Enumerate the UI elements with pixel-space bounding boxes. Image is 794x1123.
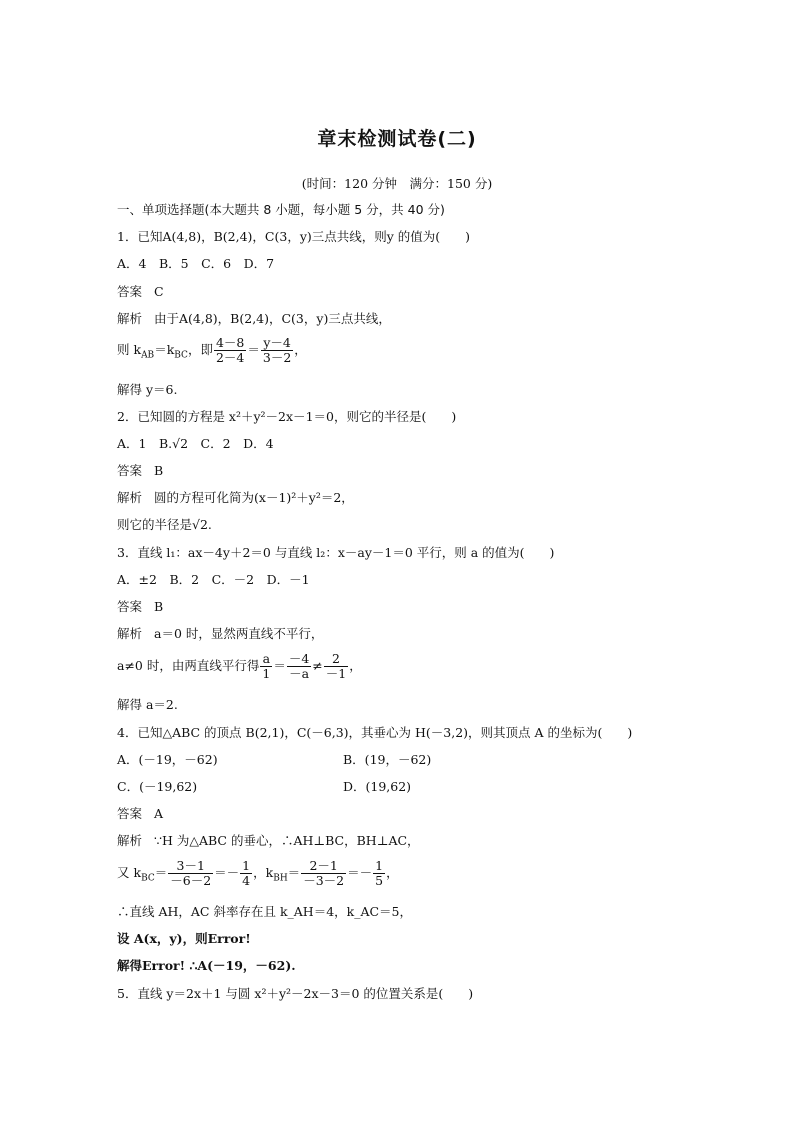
question-2-stem: 2．已知圆的方程是 x²＋y²－2x－1＝0，则它的半径是( ) xyxy=(117,409,457,424)
fraction: $\frac{4-8}{2-4}$ xyxy=(215,335,245,365)
fraction: $\frac{2-1}{-3-2}$ xyxy=(303,858,345,888)
question-1-answer: 答案 C xyxy=(117,284,164,299)
question-3-analysis-1: 解析 a＝0 时，显然两直线不平行， xyxy=(117,626,324,641)
question-4-stem: 4．已知△ABC 的顶点 B(2,1)，C(－6,3)，其垂心为 H(－3,2)，则其顶点 A 的坐标为( ) xyxy=(117,725,633,740)
question-2-analysis-1: 解析 圆的方程可化简为(x－1)²＋y²＝2， xyxy=(117,490,354,505)
question-1-analysis-2: 则 $k_{AB}=k_{BC}$，即 $\frac{4-8}{2-4}$ ＝ $\frac{y-4}{3-2}$ ， xyxy=(117,335,307,365)
question-4-option-c: C．(－19,62) xyxy=(117,779,198,794)
fraction: $\frac{-4}{-a}$ xyxy=(288,651,310,681)
question-5-stem: 5．直线 y＝2x＋1 与圆 x²＋y²－2x－3＝0 的位置关系是( ) xyxy=(117,986,474,1001)
page-title: 章末检测试卷(二) xyxy=(317,128,477,150)
fraction: $\frac{1}{5}$ xyxy=(375,858,384,888)
fraction: $\frac{a}{1}$ xyxy=(262,651,271,681)
question-1-analysis-3: 解得 y＝6. xyxy=(117,382,178,397)
question-2-analysis-2: 则它的半径是√2. xyxy=(117,517,212,532)
section-heading: 一、单项选择题(本大题共 8 小题，每小题 5 分，共 40 分) xyxy=(117,202,445,217)
fraction: $\frac{2}{-1}$ xyxy=(325,651,347,681)
fraction: $\frac{1}{4}$ xyxy=(242,858,251,888)
fraction: $\frac{y-4}{3-2}$ xyxy=(262,335,292,365)
question-4-answer: 答案 A xyxy=(117,806,164,821)
question-2-answer: 答案 B xyxy=(117,463,164,478)
question-4-analysis-2: 又 $k_{BC}=$ $\frac{3-1}{-6-2}$ ＝－ $\frac{1}{4}$ ，$k_{BH}=$ $\frac{2-1}{-3-2}$ ＝－ $\frac{1}{5}$ ， xyxy=(117,858,399,888)
question-3-stem: 3．直线 l₁：ax－4y＋2＝0 与直线 l₂：x－ay－1＝0 平行，则 a 的值为( ) xyxy=(117,545,555,560)
question-4-option-a: A．(－19，－62) xyxy=(117,752,218,767)
exam-info: (时间：120 分钟 满分：150 分) xyxy=(301,176,493,191)
question-3-analysis-3: 解得 a＝2. xyxy=(117,697,178,712)
question-4-analysis-3: ∴直线 AH，AC 斜率存在且 k_AH＝4，k_AC＝5， xyxy=(117,904,413,919)
question-2-options: A．1 B.√2 C．2 D．4 xyxy=(117,436,274,451)
question-3-options: A．±2 B．2 C．－2 D．－1 xyxy=(117,572,310,587)
question-1-analysis-1: 解析 由于A(4,8)，B(2,4)，C(3，y)三点共线， xyxy=(117,311,391,326)
question-4-option-d: D．(19,62) xyxy=(343,779,412,794)
question-1-stem: 1．已知A(4,8)，B(2,4)，C(3，y)三点共线，则y 的值为( ) xyxy=(117,229,471,244)
question-4-analysis-5: 解得Error! ∴A(－19，－62). xyxy=(117,958,296,973)
question-1-options: A．4 B．5 C．6 D．7 xyxy=(117,256,275,271)
fraction: $\frac{3-1}{-6-2}$ xyxy=(170,858,212,888)
question-4-analysis-1: 解析 ∵H 为△ABC 的垂心，∴AH⊥BC，BH⊥AC， xyxy=(117,833,420,848)
question-4-analysis-4: 设 A(x，y)，则Error! xyxy=(117,931,251,946)
question-3-analysis-2: a≠0 时，由两直线平行得 $\frac{a}{1}$ ＝ $\frac{-4}{-a}$ ≠ $\frac{2}{-1}$ ， xyxy=(117,651,362,681)
question-4-option-b: B．(19，－62) xyxy=(343,752,432,767)
question-3-answer: 答案 B xyxy=(117,599,164,614)
